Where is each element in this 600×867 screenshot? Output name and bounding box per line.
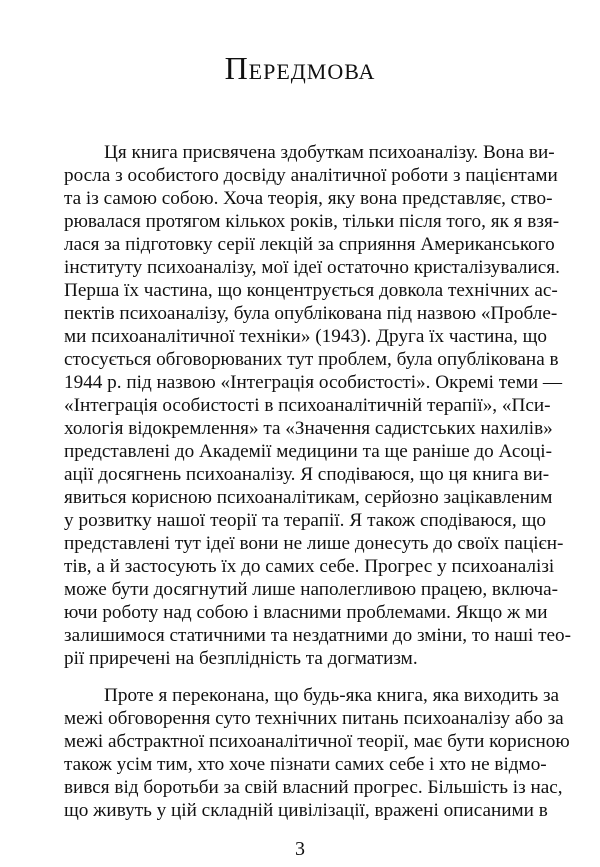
text-line: тів, а й застосують їх до самих себе. Прогрес у психоаналізі xyxy=(64,556,555,577)
text-line: представлені тут ідеї вони не лише донесуть до своїх пацієн- xyxy=(64,533,564,554)
text-line: Проте я переконана, що будь-яка книга, яка виходить за xyxy=(104,685,560,706)
text-line: ації досягнень психоаналізу. Я сподіваюся, що ця книга ви- xyxy=(64,464,550,485)
text-line: Ця книга присвячена здобуткам психоаналізу. Вона ви- xyxy=(104,142,555,163)
text-line: росла з особистого досвіду аналітичної роботи з пацієнтами xyxy=(64,165,558,186)
text-line: ми психоаналітичної техніки» (1943). Друга їх частина, що xyxy=(64,326,547,347)
text-line: у розвитку нашої теорії та терапії. Я також сподіваюся, що xyxy=(64,510,546,531)
text-line: Перша їх частина, що концентрується довкола технічних ас- xyxy=(64,280,558,301)
text-line: рювалася протягом кількох років, тільки після того, як я взя- xyxy=(64,211,560,232)
text-line: представлені до Академії медицини та ще раніше до Асоці- xyxy=(64,441,553,462)
page-number: 3 xyxy=(295,838,305,860)
paragraph-1 xyxy=(64,141,571,670)
paragraph-2 xyxy=(64,684,570,822)
text-line: лася за підготовку серії лекцій за сприяння Американського xyxy=(64,234,555,255)
text-line: ючи роботу над собою і власними проблемами. Якщо ж ми xyxy=(64,602,548,623)
text-line: хологія відокремлення» та «Значення садистських нахилів» xyxy=(64,418,553,439)
text-line: вився від боротьби за свій власний прогрес. Більшість із нас, xyxy=(64,777,563,798)
text-line: 1944 р. під назвою «Інтеграція особистості». Окремі теми — xyxy=(64,372,563,393)
text-line: може бути досягнутий лише наполегливою працею, включа- xyxy=(64,579,559,600)
text-line: що живуть у цій складній цивілізації, вражені описаними в xyxy=(64,800,548,821)
page-title: Передмова xyxy=(224,50,376,86)
text-line: та із самою собою. Хоча теорія, яку вона представляє, ство- xyxy=(64,188,553,209)
text-line: явиться корисною психоаналітикам, серйозно зацікавленим xyxy=(64,487,553,508)
text-line: «Інтеграція особистості в психоаналітичній терапії», «Пси- xyxy=(64,395,551,416)
text-line: рії приречені на безплідність та догматизм. xyxy=(64,648,418,669)
text-line: також усім тим, хто хоче пізнати самих себе і хто не відмо- xyxy=(64,754,547,775)
text-line: залишимося статичними та нездатними до зміни, то наші тео- xyxy=(64,625,571,646)
text-line: межі абстрактної психоаналітичної теорії, має бути корисною xyxy=(64,731,570,752)
text-line: стосується обговорюваних тут проблем, була опублікована в xyxy=(64,349,559,370)
text-line: межі обговорення суто технічних питань психоаналізу або за xyxy=(64,708,564,729)
text-line: інституту психоаналізу, мої ідеї остаточно кристалізувалися. xyxy=(64,257,560,278)
text-line: пектів психоаналізу, була опублікована під назвою «Пробле- xyxy=(64,303,558,324)
